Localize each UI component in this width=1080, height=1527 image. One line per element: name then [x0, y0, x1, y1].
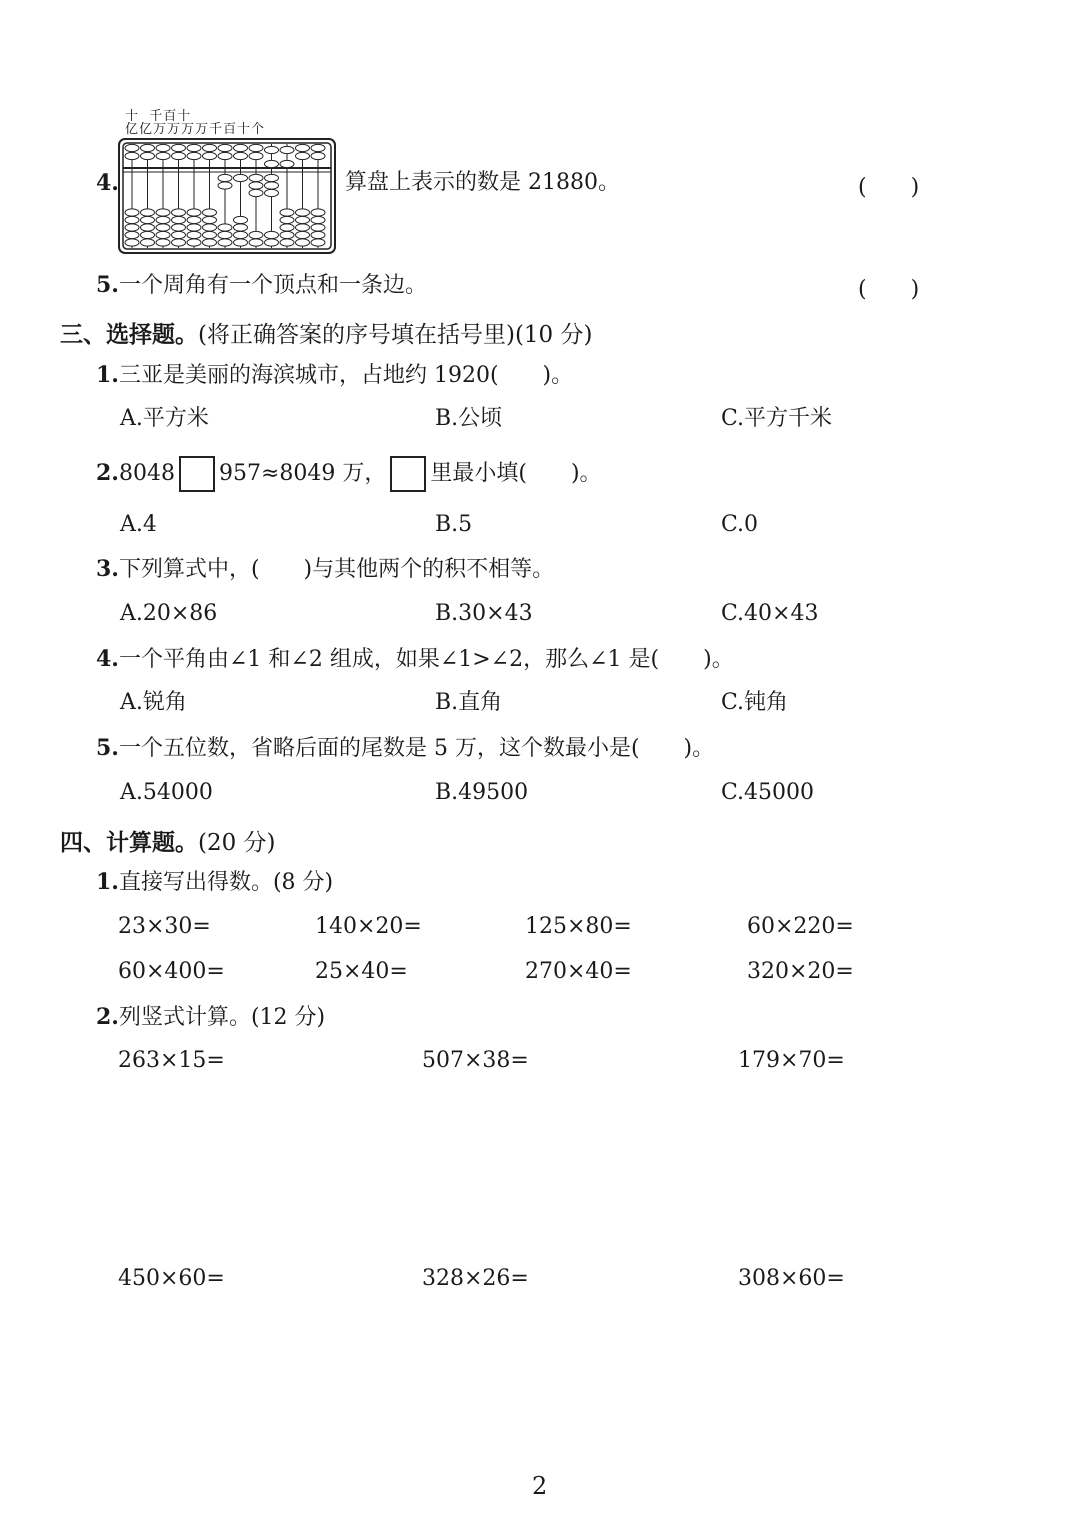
- abacus-bead: [234, 224, 248, 231]
- option-b[interactable]: B.30×43: [435, 601, 533, 626]
- abacus-bead: [234, 174, 248, 181]
- abacus-bead: [141, 144, 155, 151]
- abacus-bead: [141, 152, 155, 159]
- vertical-calc-item[interactable]: 308×60=: [738, 1266, 845, 1291]
- abacus-bead: [156, 224, 170, 231]
- abacus-bead: [311, 216, 325, 223]
- abacus-bead: [125, 239, 139, 246]
- abacus-bead: [218, 224, 232, 231]
- abacus-bead: [156, 209, 170, 216]
- section-3-heading: [60, 316, 592, 349]
- abacus-bead: [203, 209, 217, 216]
- abacus-bead: [280, 239, 294, 246]
- abacus-bead: [296, 224, 310, 231]
- abacus-bead: [265, 174, 279, 181]
- abacus-bead: [172, 209, 186, 216]
- abacus-label-bottom: 亿亿万万万万千百十个: [125, 122, 266, 137]
- abacus-bead: [311, 224, 325, 231]
- abacus-bead: [311, 209, 325, 216]
- abacus-bead: [234, 216, 248, 223]
- question-number: 3.: [96, 556, 119, 582]
- vertical-calc-item[interactable]: 507×38=: [422, 1048, 529, 1073]
- abacus-bead: [203, 224, 217, 231]
- question-text: 下列算式中，( )与其他两个的积不相等。: [118, 557, 555, 582]
- choice-q2: [96, 454, 602, 493]
- section-note: (将正确答案的序号填在括号里)(10 分): [198, 322, 593, 348]
- option-c[interactable]: C.0: [721, 512, 759, 537]
- abacus-bead: [218, 174, 232, 181]
- abacus-bead: [156, 239, 170, 246]
- abacus-bead: [265, 189, 279, 196]
- abacus-bead: [125, 209, 139, 216]
- oral-calc-item[interactable]: 140×20=: [315, 914, 422, 939]
- abacus-bead: [234, 231, 248, 238]
- abacus-bead: [311, 144, 325, 151]
- question-text: 8048: [118, 461, 175, 486]
- abacus-bead: [125, 152, 139, 159]
- abacus-bead: [172, 144, 186, 151]
- option-a[interactable]: A.平方米: [120, 406, 209, 431]
- abacus-bead: [218, 182, 232, 189]
- abacus-bead: [156, 144, 170, 151]
- abacus-bead: [172, 216, 186, 223]
- judge-q4-text: 算盘上表示的数是 21880。: [345, 170, 620, 195]
- abacus-bead: [296, 209, 310, 216]
- abacus-bead: [296, 231, 310, 238]
- question-text: 里最小填( )。: [430, 461, 602, 486]
- abacus-bead: [172, 231, 186, 238]
- abacus-bead: [187, 144, 201, 151]
- abacus-bead: [187, 239, 201, 246]
- abacus-bead: [249, 152, 263, 159]
- abacus-bead: [156, 231, 170, 238]
- question-number: 5.: [96, 735, 119, 761]
- option-b[interactable]: B.直角: [435, 690, 503, 715]
- abacus-bead: [172, 152, 186, 159]
- abacus-bead: [141, 216, 155, 223]
- answer-paren[interactable]: ( ): [858, 277, 920, 302]
- blank-box[interactable]: [390, 456, 426, 492]
- abacus-bead: [125, 216, 139, 223]
- question-number: 1.: [96, 362, 119, 388]
- option-a[interactable]: A.20×86: [120, 601, 218, 626]
- vertical-calc-item[interactable]: 450×60=: [118, 1266, 225, 1291]
- abacus-bead: [234, 144, 248, 151]
- option-a[interactable]: A.锐角: [120, 690, 187, 715]
- calc-part-2: [96, 1004, 325, 1031]
- option-c[interactable]: C.钝角: [721, 690, 789, 715]
- abacus-bead: [265, 182, 279, 189]
- abacus-bead: [203, 144, 217, 151]
- abacus-bead: [265, 231, 279, 238]
- abacus-bead: [125, 224, 139, 231]
- abacus-bead: [296, 239, 310, 246]
- abacus-bead: [296, 144, 310, 151]
- question-number: 5.: [96, 272, 119, 298]
- question-number: 4.: [96, 646, 119, 672]
- oral-calc-item[interactable]: 60×400=: [118, 959, 225, 984]
- abacus-bead: [203, 231, 217, 238]
- abacus-bead: [249, 182, 263, 189]
- abacus-bead: [218, 144, 232, 151]
- abacus-bead: [203, 152, 217, 159]
- abacus-bead: [249, 189, 263, 196]
- abacus-bead: [311, 152, 325, 159]
- abacus-bead: [265, 239, 279, 246]
- question-number: 1.: [96, 869, 119, 895]
- abacus-bead: [249, 174, 263, 181]
- option-b[interactable]: B.5: [435, 512, 473, 537]
- abacus-bead: [187, 152, 201, 159]
- abacus-bead: [156, 216, 170, 223]
- abacus-bead: [280, 146, 294, 153]
- option-c[interactable]: C.45000: [721, 780, 815, 805]
- choice-q3: [96, 556, 554, 583]
- oral-calc-item[interactable]: 320×20=: [747, 959, 854, 984]
- oral-calc-item[interactable]: 60×220=: [747, 914, 854, 939]
- abacus-bead: [172, 224, 186, 231]
- abacus-bead: [187, 209, 201, 216]
- choice-q4: [96, 646, 734, 673]
- abacus-label-top: 十 千百十: [125, 109, 192, 124]
- abacus-bead: [280, 224, 294, 231]
- question-text: 957≈8049 万，: [218, 461, 387, 486]
- judge-q5: [96, 272, 427, 299]
- section-4-heading: [60, 824, 276, 857]
- abacus-bead: [311, 239, 325, 246]
- abacus-bead: [125, 144, 139, 151]
- question-number: 2.: [96, 1004, 119, 1030]
- oral-calc-item[interactable]: 270×40=: [525, 959, 632, 984]
- question-number: 4.: [96, 170, 119, 196]
- answer-paren[interactable]: ( ): [858, 175, 920, 200]
- blank-box[interactable]: [179, 456, 215, 492]
- option-a[interactable]: A.54000: [120, 780, 213, 805]
- question-text: 一个五位数，省略后面的尾数是 5 万，这个数最小是( )。: [118, 736, 715, 761]
- abacus-bead: [187, 231, 201, 238]
- abacus-bead: [141, 239, 155, 246]
- abacus-bead: [265, 160, 279, 167]
- vertical-calc-item[interactable]: 328×26=: [422, 1266, 529, 1291]
- abacus-bead: [141, 231, 155, 238]
- abacus-bead: [265, 146, 279, 153]
- abacus-bead: [172, 239, 186, 246]
- abacus-bead: [187, 224, 201, 231]
- abacus-image: [118, 138, 336, 254]
- abacus-bead: [203, 216, 217, 223]
- abacus-place-labels: [125, 110, 265, 136]
- choice-q5: [96, 735, 714, 762]
- question-text: 直接写出得数。(8 分): [118, 870, 334, 895]
- abacus-bead: [311, 231, 325, 238]
- vertical-calc-item[interactable]: 179×70=: [738, 1048, 845, 1073]
- abacus-bead: [249, 144, 263, 151]
- option-c[interactable]: C.平方千米: [721, 406, 833, 431]
- abacus-bead: [296, 152, 310, 159]
- abacus-bead: [234, 239, 248, 246]
- section-title: 三、选择题。: [60, 321, 198, 348]
- abacus-bead: [280, 216, 294, 223]
- section-title: 四、计算题。: [60, 829, 198, 856]
- option-c[interactable]: C.40×43: [721, 601, 819, 626]
- abacus-bead: [234, 152, 248, 159]
- option-a[interactable]: A.4: [120, 512, 157, 537]
- abacus-bead: [296, 216, 310, 223]
- oral-calc-item[interactable]: 25×40=: [315, 959, 408, 984]
- calc-part-1: [96, 869, 333, 896]
- question-text: 一个平角由∠1 和∠2 组成，如果∠1>∠2，那么∠1 是( )。: [118, 647, 734, 672]
- choice-q1: [96, 362, 573, 389]
- abacus-bead: [156, 152, 170, 159]
- option-b[interactable]: B.49500: [435, 780, 529, 805]
- abacus-bead: [141, 224, 155, 231]
- question-text: 一个周角有一个顶点和一条边。: [118, 273, 427, 298]
- abacus-bead: [280, 160, 294, 167]
- oral-calc-item[interactable]: 125×80=: [525, 914, 632, 939]
- abacus-bead: [280, 231, 294, 238]
- page-number: 2: [532, 1472, 548, 1500]
- abacus-bead: [187, 216, 201, 223]
- abacus-bead: [218, 231, 232, 238]
- option-b[interactable]: B.公顷: [435, 406, 503, 431]
- judge-q4: [96, 170, 119, 197]
- oral-calc-item[interactable]: 23×30=: [118, 914, 211, 939]
- abacus-bead: [218, 152, 232, 159]
- abacus-bead: [249, 239, 263, 246]
- vertical-calc-item[interactable]: 263×15=: [118, 1048, 225, 1073]
- abacus-bead: [249, 231, 263, 238]
- section-note: (20 分): [198, 830, 276, 856]
- question-text: 列竖式计算。(12 分): [118, 1005, 326, 1030]
- abacus-bead: [203, 239, 217, 246]
- abacus-bead: [280, 209, 294, 216]
- abacus-bead: [125, 231, 139, 238]
- question-text: 三亚是美丽的海滨城市，占地约 1920( )。: [118, 363, 574, 388]
- abacus-bead: [141, 209, 155, 216]
- abacus-bead: [218, 239, 232, 246]
- question-number: 2.: [96, 460, 119, 486]
